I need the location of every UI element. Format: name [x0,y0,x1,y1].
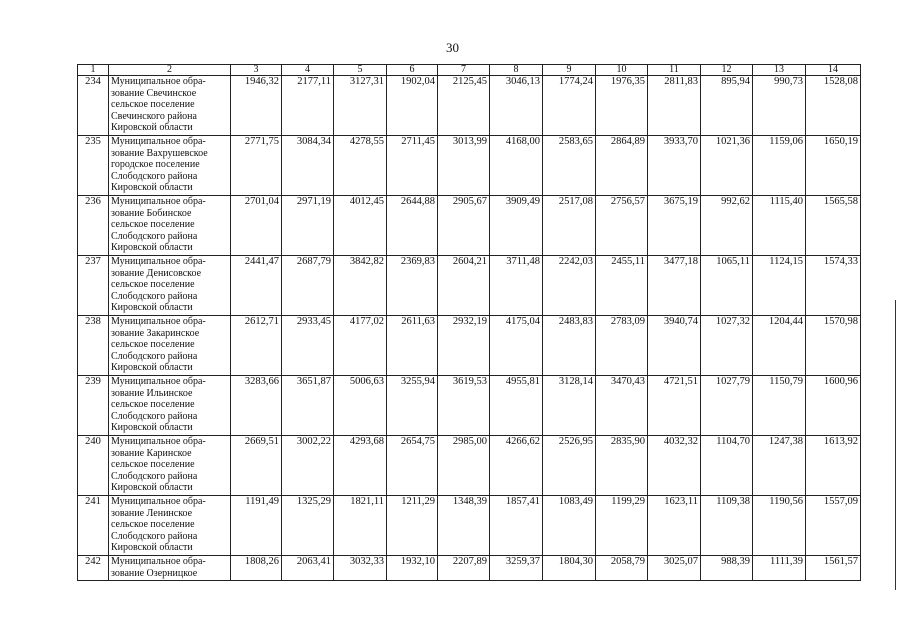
municipality-name [109,556,231,581]
value-cell: 2905,67 [438,196,490,256]
row-number: 241 [78,496,109,556]
value-cell: 2058,79 [596,556,648,581]
table-row [78,376,861,436]
municipality-name [109,376,231,436]
name-line: зование Закаринское [111,327,200,339]
row-number: 237 [78,256,109,316]
value-cell: 2242,03 [543,256,596,316]
value-cell: 1600,96 [806,376,861,436]
table-row [78,436,861,496]
table-row [78,136,861,196]
value-cell: 1976,35 [596,76,648,136]
value-cell: 4177,02 [334,316,387,376]
value-cell: 2441,47 [231,256,282,316]
value-cell: 1528,08 [806,76,861,136]
municipality-name [109,136,231,196]
value-cell: 2771,75 [231,136,282,196]
column-header-11: 11 [648,65,701,76]
value-cell: 3711,48 [490,256,543,316]
name-line: Муниципальное обра- [111,556,206,567]
data-table [77,64,861,581]
name-line: зование Каринское [111,447,192,459]
name-line: Слободского района [111,350,198,362]
name-line: сельское поселение [111,339,195,350]
value-cell: 2517,08 [543,196,596,256]
row-number: 239 [78,376,109,436]
municipality-name [109,76,231,136]
value-cell: 3127,31 [334,76,387,136]
column-header-5: 5 [334,65,387,76]
value-cell: 3084,34 [282,136,334,196]
value-cell: 2369,83 [387,256,438,316]
value-cell: 1191,49 [231,496,282,556]
table-row [78,316,861,376]
value-cell: 3619,53 [438,376,490,436]
page-number: 30 [446,40,459,55]
name-line: Слободского района [111,290,198,302]
value-cell: 4955,81 [490,376,543,436]
value-cell: 2483,83 [543,316,596,376]
name-line: Кировской области [111,242,193,253]
row-number: 240 [78,436,109,496]
value-cell: 1190,56 [753,496,806,556]
value-cell: 3675,19 [648,196,701,256]
name-line: Муниципальное обра- [111,376,206,387]
value-cell: 988,39 [701,556,753,581]
table-row [78,496,861,556]
value-cell: 1613,92 [806,436,861,496]
name-line: Муниципальное обра- [111,496,206,507]
value-cell: 2932,19 [438,316,490,376]
name-line: зование Ленинское [111,507,193,519]
name-line: сельское поселение [111,219,195,230]
value-cell: 990,73 [753,76,806,136]
name-line: Кировской области [111,302,193,313]
value-cell: 1557,09 [806,496,861,556]
value-cell: 2177,11 [282,76,334,136]
value-cell: 4168,00 [490,136,543,196]
column-header-9: 9 [543,65,596,76]
table-row [78,76,861,136]
value-cell: 3255,94 [387,376,438,436]
value-cell: 1111,39 [753,556,806,581]
name-line: Слободского района [111,230,198,242]
value-cell: 1159,06 [753,136,806,196]
value-cell: 1065,11 [701,256,753,316]
value-cell: 1804,30 [543,556,596,581]
value-cell: 2669,51 [231,436,282,496]
value-cell: 1150,79 [753,376,806,436]
value-cell: 3842,82 [334,256,387,316]
column-header-13: 13 [753,65,806,76]
value-cell: 4721,51 [648,376,701,436]
value-cell: 1124,15 [753,256,806,316]
value-cell: 1561,57 [806,556,861,581]
row-number: 238 [78,316,109,376]
name-line: Слободского района [111,170,198,182]
column-header-2: 2 [109,65,231,76]
name-line: сельское поселение [111,519,195,530]
name-line: Свечинского района [111,110,197,122]
table-row [78,556,861,581]
value-cell: 3128,14 [543,376,596,436]
value-cell: 3933,70 [648,136,701,196]
value-cell: 2811,83 [648,76,701,136]
name-line: городское поселение [111,159,200,170]
column-header-14: 14 [806,65,861,76]
value-cell: 2612,71 [231,316,282,376]
value-cell: 3477,18 [648,256,701,316]
value-cell: 3651,87 [282,376,334,436]
name-line: Кировской области [111,482,193,493]
name-line: Кировской области [111,542,193,553]
name-line: Слободского района [111,470,198,482]
value-cell: 1932,10 [387,556,438,581]
name-line: Слободского района [111,530,198,542]
value-cell: 3013,99 [438,136,490,196]
column-header-4: 4 [282,65,334,76]
value-cell: 1109,38 [701,496,753,556]
value-cell: 992,62 [701,196,753,256]
column-header-7: 7 [438,65,490,76]
column-header-10: 10 [596,65,648,76]
value-cell: 2644,88 [387,196,438,256]
value-cell: 4032,32 [648,436,701,496]
municipality-name [109,496,231,556]
value-cell: 1204,44 [753,316,806,376]
value-cell: 4266,62 [490,436,543,496]
value-cell: 2835,90 [596,436,648,496]
value-cell: 3025,07 [648,556,701,581]
value-cell: 3259,37 [490,556,543,581]
value-cell: 2583,65 [543,136,596,196]
value-cell: 4012,45 [334,196,387,256]
name-line: сельское поселение [111,459,195,470]
value-cell: 2687,79 [282,256,334,316]
name-line: сельское поселение [111,399,195,410]
municipality-name [109,196,231,256]
value-cell: 3940,74 [648,316,701,376]
value-cell: 4278,55 [334,136,387,196]
name-line: сельское поселение [111,279,195,290]
name-line: Кировской области [111,182,193,193]
table-row [78,256,861,316]
name-line: Муниципальное обра- [111,436,206,447]
value-cell: 2125,45 [438,76,490,136]
value-cell: 1325,29 [282,496,334,556]
value-cell: 2701,04 [231,196,282,256]
name-line: зование Вахрушевское [111,147,208,159]
value-cell: 1570,98 [806,316,861,376]
name-line: Муниципальное обра- [111,196,206,207]
value-cell: 2985,00 [438,436,490,496]
value-cell: 895,94 [701,76,753,136]
value-cell: 2455,11 [596,256,648,316]
column-header-6: 6 [387,65,438,76]
value-cell: 1021,36 [701,136,753,196]
name-line: зование Ильинское [111,387,193,399]
value-cell: 2756,57 [596,196,648,256]
value-cell: 2933,45 [282,316,334,376]
row-number: 242 [78,556,109,581]
row-number: 236 [78,196,109,256]
column-header-1: 1 [78,65,109,76]
value-cell: 1027,32 [701,316,753,376]
value-cell: 2654,75 [387,436,438,496]
value-cell: 2604,21 [438,256,490,316]
name-line: Кировской области [111,422,193,433]
row-number: 235 [78,136,109,196]
value-cell: 3046,13 [490,76,543,136]
value-cell: 1083,49 [543,496,596,556]
name-line: Муниципальное обра- [111,316,206,327]
value-cell: 2711,45 [387,136,438,196]
name-line: сельское поселение [111,99,195,110]
value-cell: 1946,32 [231,76,282,136]
value-cell: 1574,33 [806,256,861,316]
name-line: Кировской области [111,362,193,373]
value-cell: 1211,29 [387,496,438,556]
value-cell: 2063,41 [282,556,334,581]
value-cell: 2864,89 [596,136,648,196]
value-cell: 1199,29 [596,496,648,556]
value-cell: 2611,63 [387,316,438,376]
name-line: Кировской области [111,122,193,133]
name-line: Муниципальное обра- [111,256,206,267]
value-cell: 5006,63 [334,376,387,436]
value-cell: 1821,11 [334,496,387,556]
value-cell: 1115,40 [753,196,806,256]
value-cell: 1027,79 [701,376,753,436]
value-cell: 3032,33 [334,556,387,581]
header-row [78,65,861,76]
value-cell: 1348,39 [438,496,490,556]
name-line: зование Денисовское [111,267,202,279]
column-header-8: 8 [490,65,543,76]
name-line: зование Свечинское [111,87,197,99]
name-line: зование Бобинское [111,207,192,219]
value-cell: 1808,26 [231,556,282,581]
value-cell: 1247,38 [753,436,806,496]
municipality-name [109,316,231,376]
value-cell: 1650,19 [806,136,861,196]
name-line: Муниципальное обра- [111,136,206,147]
value-cell: 1104,70 [701,436,753,496]
value-cell: 3002,22 [282,436,334,496]
value-cell: 1902,04 [387,76,438,136]
value-cell: 1623,11 [648,496,701,556]
value-cell: 3470,43 [596,376,648,436]
name-line: Муниципальное обра- [111,76,206,87]
value-cell: 3909,49 [490,196,543,256]
value-cell: 2971,19 [282,196,334,256]
value-cell: 4175,04 [490,316,543,376]
value-cell: 2207,89 [438,556,490,581]
name-line: Слободского района [111,410,198,422]
margin-line [895,300,896,590]
value-cell: 2783,09 [596,316,648,376]
value-cell: 3283,66 [231,376,282,436]
value-cell: 2526,95 [543,436,596,496]
value-cell: 4293,68 [334,436,387,496]
municipality-name [109,256,231,316]
row-number: 234 [78,76,109,136]
column-header-3: 3 [231,65,282,76]
table-row [78,196,861,256]
column-header-12: 12 [701,65,753,76]
value-cell: 1774,24 [543,76,596,136]
name-line: зование Озерницкое [111,567,198,579]
value-cell: 1857,41 [490,496,543,556]
municipality-name [109,436,231,496]
value-cell: 1565,58 [806,196,861,256]
